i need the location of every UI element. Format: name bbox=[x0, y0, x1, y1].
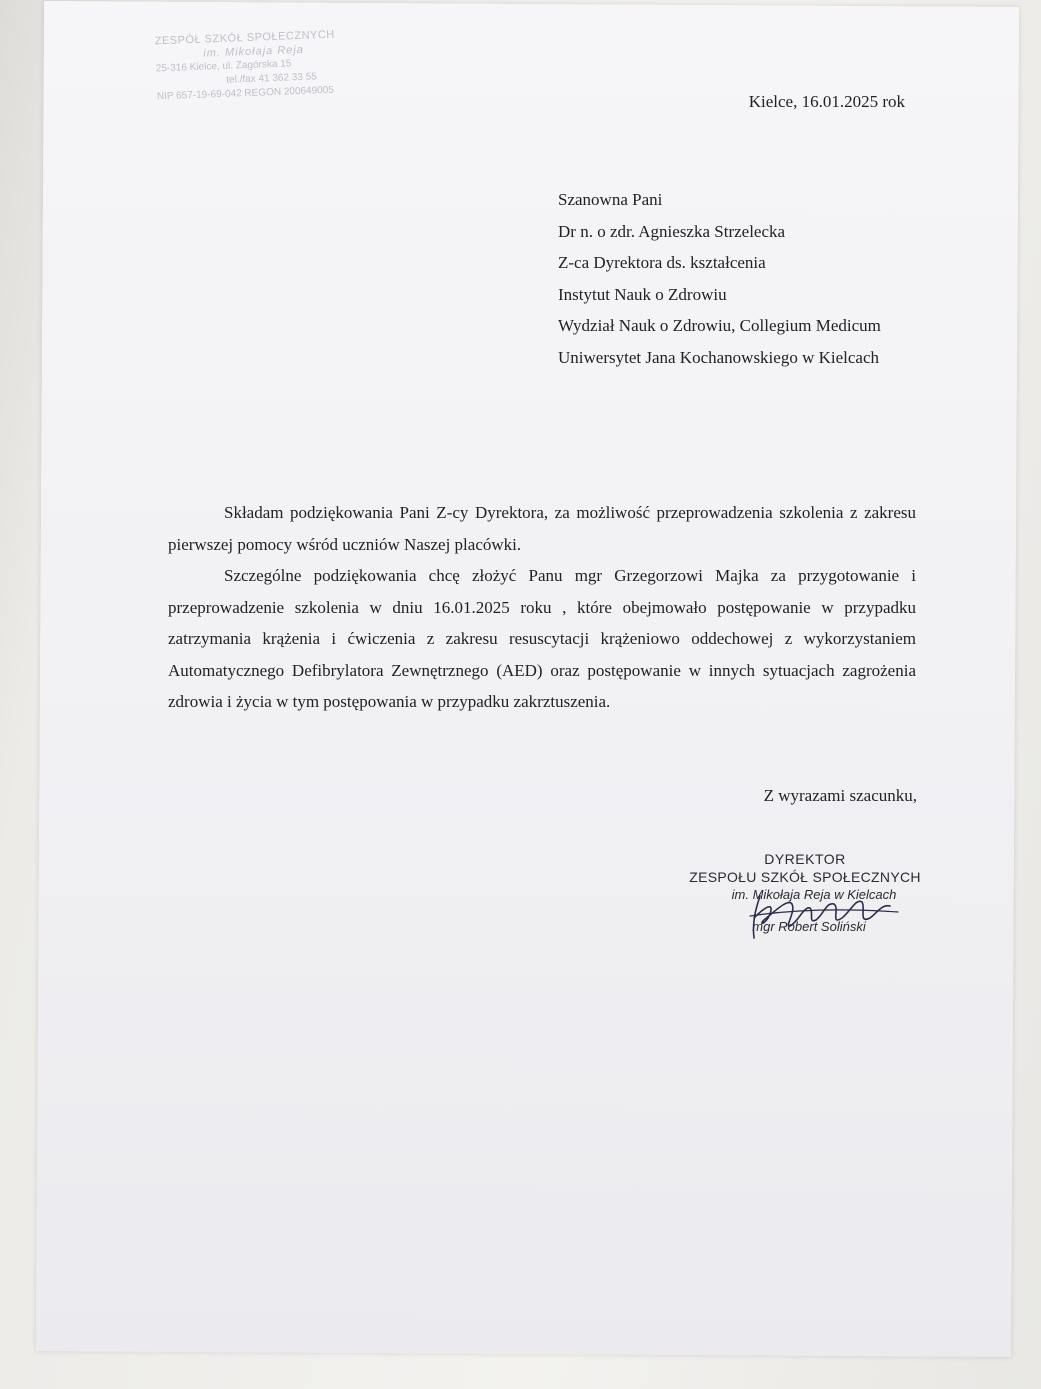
director-title: DYREKTOR bbox=[764, 851, 846, 867]
addressee-line: Z-ca Dyrektora ds. kształcenia bbox=[558, 253, 766, 272]
addressee-line: Szanowna Pani bbox=[558, 190, 663, 209]
closing-salutation: Z wyrazami szacunku, bbox=[763, 786, 917, 805]
addressee-line: Instytut Nauk o Zdrowiu bbox=[558, 284, 727, 304]
letter-date: Kielce, 16.01.2025 rok bbox=[748, 92, 905, 111]
stamp-line: tel./fax 41 362 33 55 bbox=[226, 71, 318, 86]
director-school: ZESPOŁU SZKÓŁ SPOŁECZNYCH bbox=[689, 869, 921, 885]
letter-body bbox=[168, 497, 916, 718]
body-paragraph: Szczególne podziękowania chcę złożyć Panu mgr Grzegorzowi Majka za przygotowanie i przeprowadzenie szkolenia w dniu 16.01.2025 roku , które obejmowało postępowanie w przypadku zatrzymania krążenia i ćwiczenia z zakresu resuscytacji krążeniowo oddechowej z wykorzystaniem Automatycznego Defibrylatora Zewnętrznego (AED) oraz postępowanie w innych sytuacjach zagrożenia zdrowia i życia w tym postępowania w przypadku zakrztuszenia. bbox=[168, 566, 916, 711]
director-patron: im. Mikołaja Reja w Kielcach bbox=[731, 887, 897, 902]
addressee-line: Dr n. o zdr. Agnieszka Strzelecka bbox=[558, 221, 786, 241]
addressee-block bbox=[558, 184, 881, 373]
school-header-stamp bbox=[155, 26, 372, 104]
stamp-line: ZESPÓŁ SZKÓŁ SPOŁECZNYCH bbox=[154, 28, 335, 48]
director-name: mgr Robert Soliński bbox=[752, 919, 866, 934]
body-paragraph: Składam podziękowania Pani Z-cy Dyrektora, za możliwość przeprowadzenia szkolenia z zakresu pierwszej pomocy wśród uczniów Naszej placówki. bbox=[168, 503, 916, 554]
addressee-line: Uniwersytet Jana Kochanowskiego w Kielcach bbox=[558, 347, 880, 367]
stamp-line: 25-316 Kielce, ul. Zagórska 15 bbox=[155, 58, 292, 75]
stamp-line: im. Mikołaja Reja bbox=[203, 43, 305, 60]
addressee-line: Wydział Nauk o Zdrowiu, Collegium Medicum bbox=[558, 316, 881, 335]
handwritten-signature bbox=[730, 888, 910, 948]
stamp-line: NIP 657-19-69-042 REGON 200649005 bbox=[156, 84, 335, 103]
